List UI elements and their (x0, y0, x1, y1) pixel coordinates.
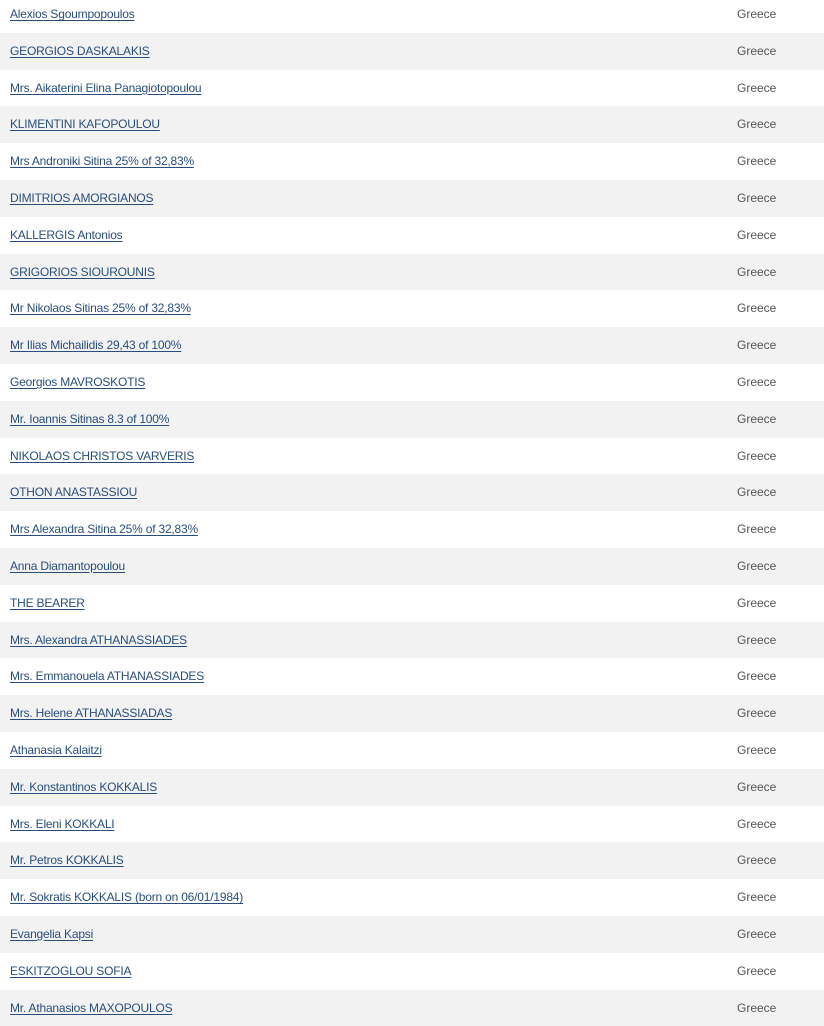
shareholder-name-link[interactable]: Mr Ilias Michailidis 29,43 of 100% (10, 338, 182, 353)
shareholder-country: Greece (737, 154, 777, 169)
shareholder-name-link[interactable]: DIMITRIOS AMORGIANOS (10, 190, 154, 205)
shareholder-country: Greece (737, 522, 777, 537)
shareholder-name-link[interactable]: Anna Diamantopoulou (10, 558, 125, 573)
shareholder-name-link[interactable]: Evangelia Kapsi (10, 926, 94, 941)
shareholder-name-link[interactable]: KALLERGIS Antonios (10, 227, 123, 242)
table-row (0, 143, 824, 180)
table-row (0, 695, 824, 732)
shareholder-country: Greece (737, 963, 777, 978)
shareholder-name-link[interactable]: Athanasia Kalaitzi (10, 742, 102, 757)
shareholder-country: Greece (737, 742, 777, 757)
shareholder-name-link[interactable]: Mrs. Eleni KOKKALI (10, 816, 115, 831)
shareholder-name-link[interactable]: Mr Nikolaos Sitinas 25% of 32,83% (10, 301, 191, 316)
shareholder-country: Greece (737, 301, 777, 316)
shareholder-country: Greece (737, 1000, 777, 1015)
shareholder-country: Greece (737, 117, 777, 132)
table-row (0, 438, 824, 475)
shareholder-name-link[interactable]: GEORGIOS DASKALAKIS (10, 43, 150, 58)
shareholder-name-link[interactable]: ESKITZOGLOU SOFIA (10, 963, 132, 978)
shareholder-name-link[interactable]: Mrs. Emmanouela ATHANASSIADES (10, 669, 205, 684)
table-row (0, 180, 824, 217)
table-row (0, 548, 824, 585)
shareholder-country: Greece (737, 411, 777, 426)
shareholder-name-link[interactable]: Georgios MAVROSKOTIS (10, 374, 146, 389)
table-row (0, 806, 824, 843)
shareholder-name-link[interactable]: THE BEARER (10, 595, 85, 610)
shareholder-name-link[interactable]: Mr. Ioannis Sitinas 8.3 of 100% (10, 411, 170, 426)
table-row (0, 990, 824, 1026)
table-row (0, 0, 824, 33)
shareholder-name-link[interactable]: Mr. Athanasios MAXOPOULOS (10, 1000, 173, 1015)
shareholder-country: Greece (737, 7, 777, 21)
table-row (0, 106, 824, 143)
shareholder-country: Greece (737, 190, 777, 205)
shareholder-name-link[interactable]: Alexios Sgoumpopoulos (10, 7, 135, 21)
table-row (0, 401, 824, 438)
table-row (0, 953, 824, 990)
shareholder-name-link[interactable]: Mrs. Aikaterini Elina Panagiotopoulou (10, 80, 202, 95)
shareholder-country: Greece (737, 890, 777, 905)
shareholder-country: Greece (737, 338, 777, 353)
table-row (0, 474, 824, 511)
shareholder-name-link[interactable]: Mr. Konstantinos KOKKALIS (10, 779, 158, 794)
shareholder-name-link[interactable]: Mrs Alexandra Sitina 25% of 32,83% (10, 522, 198, 537)
shareholder-name-link[interactable]: Mr. Sokratis KOKKALIS (born on 06/01/1984) (10, 890, 244, 905)
table-row (0, 879, 824, 916)
shareholder-country: Greece (737, 374, 777, 389)
table-row (0, 364, 824, 401)
table-row (0, 254, 824, 291)
table-row (0, 658, 824, 695)
shareholder-country: Greece (737, 43, 777, 58)
table-row (0, 511, 824, 548)
shareholder-country: Greece (737, 853, 777, 868)
shareholder-name-link[interactable]: GRIGORIOS SIOUROUNIS (10, 264, 155, 279)
table-row (0, 916, 824, 953)
table-row (0, 327, 824, 364)
shareholder-country: Greece (737, 448, 777, 463)
shareholder-country: Greece (737, 926, 777, 941)
shareholder-name-link[interactable]: KLIMENTINI KAFOPOULOU (10, 117, 160, 132)
table-row (0, 290, 824, 327)
table-row (0, 70, 824, 107)
shareholder-name-link[interactable]: Mrs. Alexandra ATHANASSIADES (10, 632, 187, 647)
table-row (0, 622, 824, 659)
shareholder-name-link[interactable]: Mr. Petros KOKKALIS (10, 853, 124, 868)
shareholder-name-link[interactable]: Mrs Androniki Sitina 25% of 32,83% (10, 154, 194, 169)
table-row (0, 217, 824, 254)
table-row (0, 585, 824, 622)
shareholder-name-link[interactable]: OTHON ANASTASSIOU (10, 485, 138, 500)
shareholder-country: Greece (737, 595, 777, 610)
shareholder-country: Greece (737, 227, 777, 242)
shareholder-country: Greece (737, 485, 777, 500)
table-row (0, 769, 824, 806)
shareholder-name-link[interactable]: Mrs. Helene ATHANASSIADAS (10, 706, 173, 721)
table-row (0, 33, 824, 70)
table-row (0, 732, 824, 769)
shareholder-country: Greece (737, 706, 777, 721)
shareholder-country: Greece (737, 558, 777, 573)
shareholder-country: Greece (737, 264, 777, 279)
table-row (0, 842, 824, 879)
shareholder-country: Greece (737, 816, 777, 831)
shareholder-country: Greece (737, 779, 777, 794)
shareholder-country: Greece (737, 80, 777, 95)
shareholder-name-link[interactable]: NIKOLAOS CHRISTOS VARVERIS (10, 448, 195, 463)
shareholder-country: Greece (737, 632, 777, 647)
shareholder-country: Greece (737, 669, 777, 684)
